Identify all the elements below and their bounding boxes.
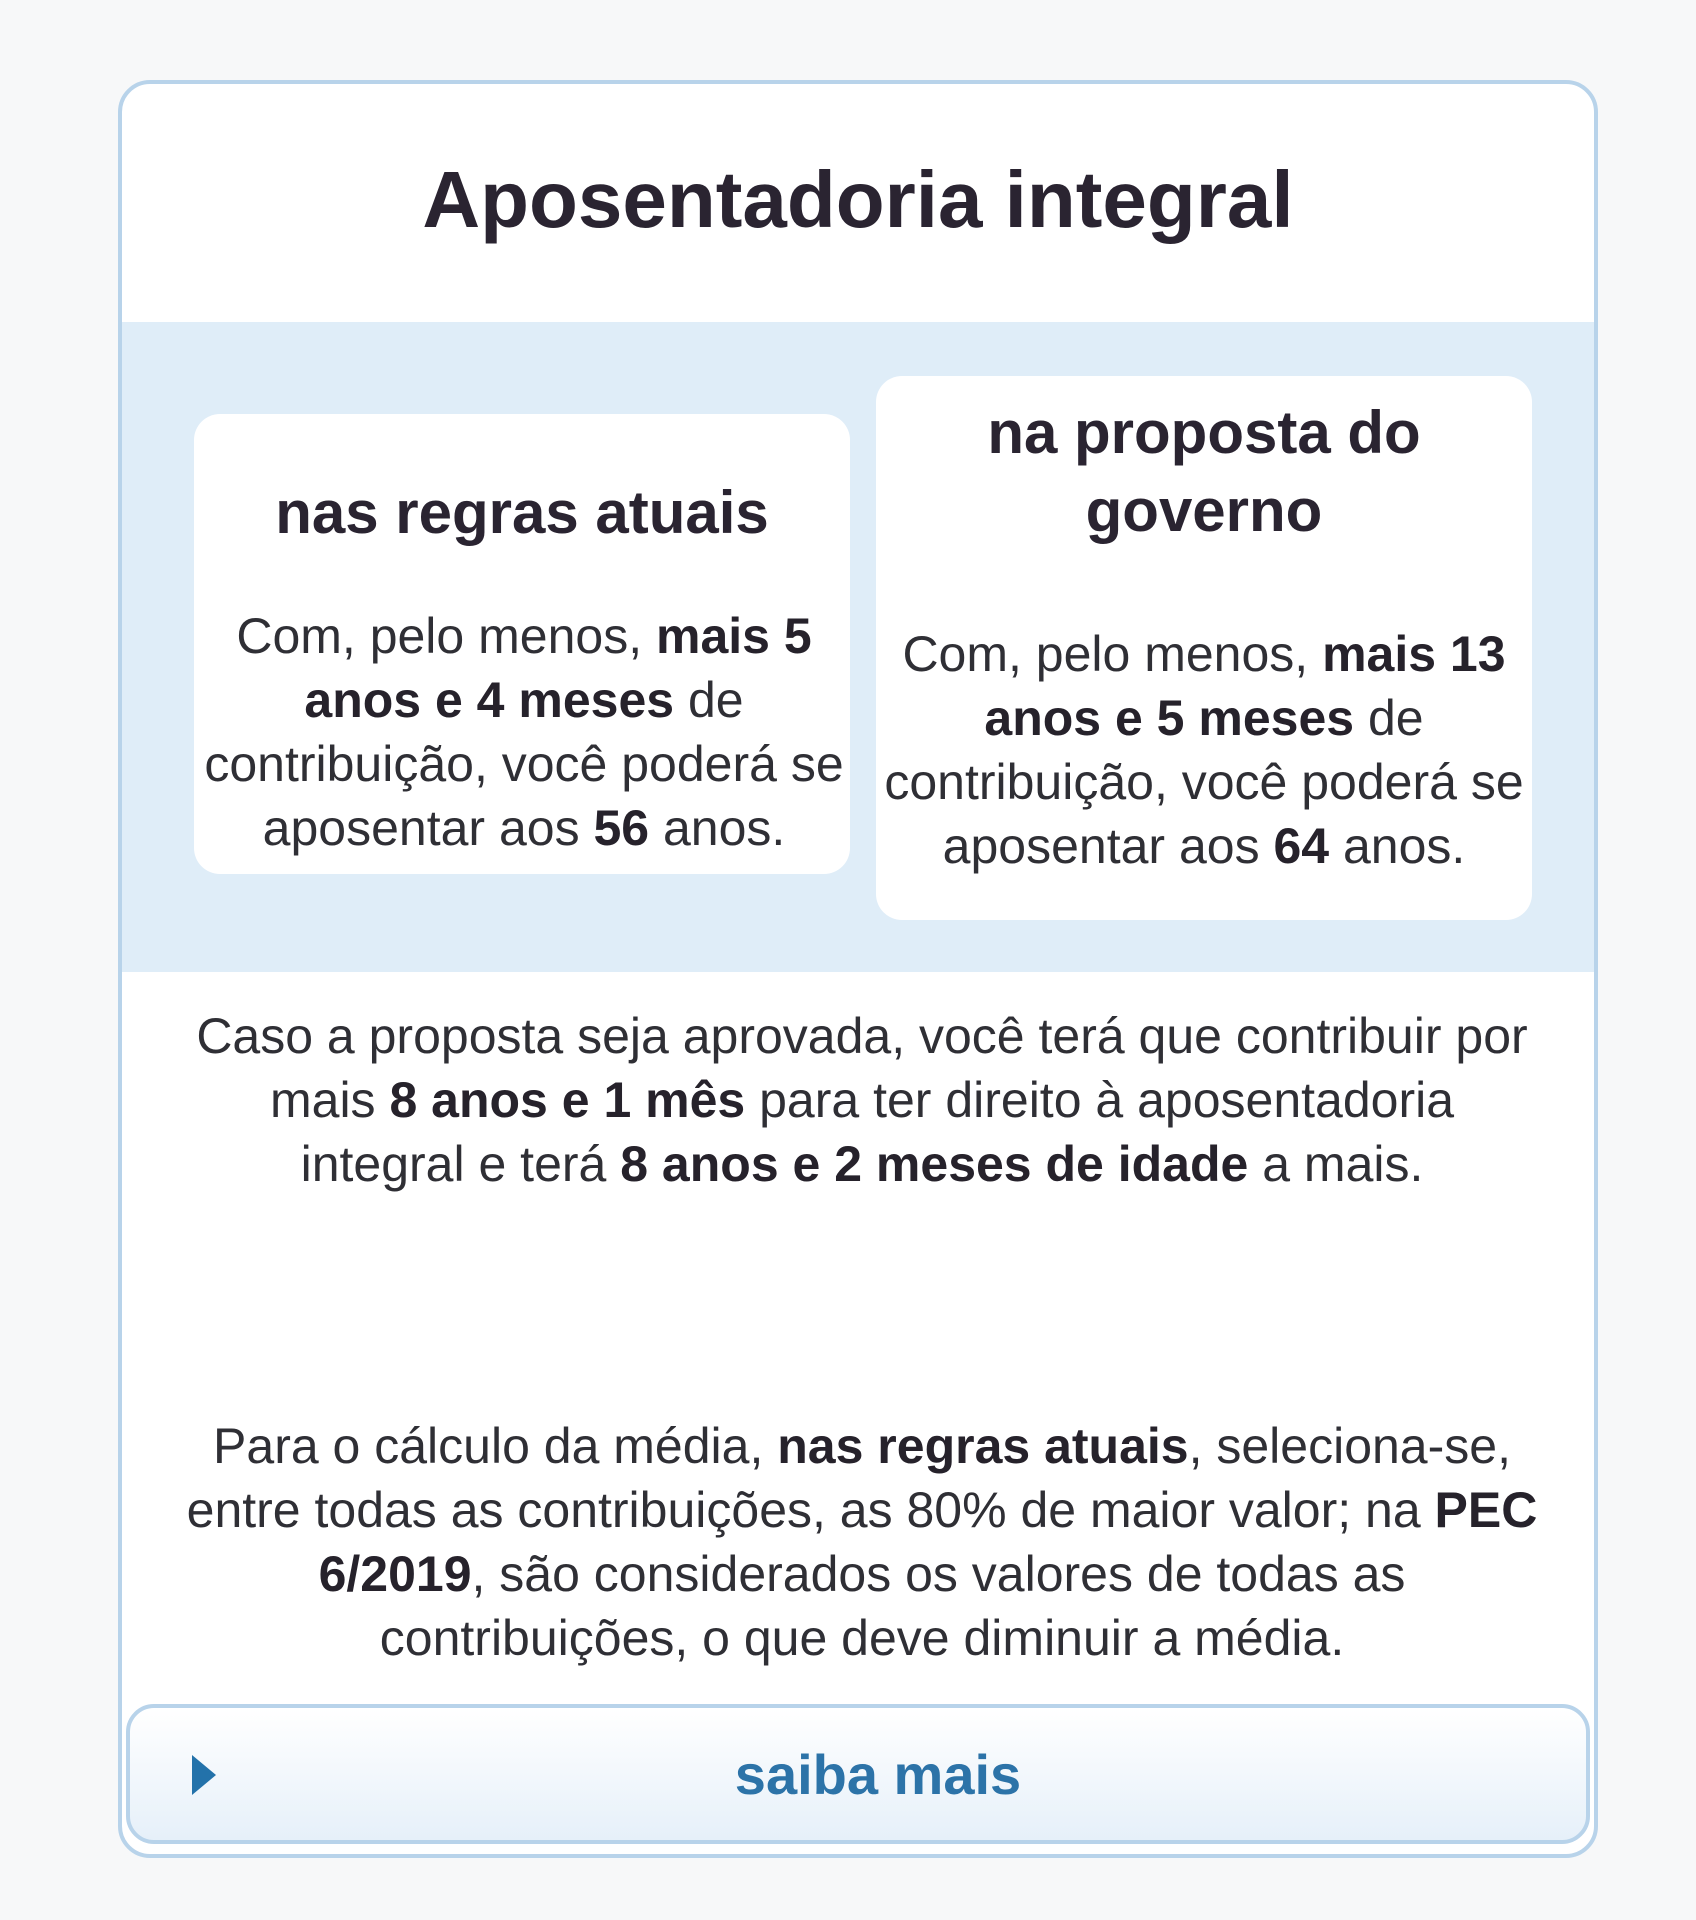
text-part: Com, pelo menos, <box>902 626 1323 682</box>
text-emphasis: 8 anos e 2 meses de idade <box>620 1136 1249 1192</box>
retirement-card <box>118 80 1598 1858</box>
current-rules-box <box>194 414 850 874</box>
card-title: Aposentadoria integral <box>422 155 1294 244</box>
text-part: , seleciona-se, entre todas as contribuições, as 80% de maior valor; na <box>186 1418 1511 1538</box>
text-emphasis: 64 <box>1273 818 1330 874</box>
government-proposal-text <box>870 622 1538 878</box>
text-part: para ter direito à aposentadoria integral e terá <box>300 1072 1455 1192</box>
text-part: , são considerados os valores de todas as contribuições, o que deve diminuir a média. <box>379 1546 1406 1666</box>
text-part: de contribuição, você poderá se aposentar aos <box>204 672 844 856</box>
text-part: Com, pelo menos, <box>236 608 656 664</box>
average-note-paragraph <box>182 1414 1542 1670</box>
text-emphasis: PEC 6/2019 <box>318 1482 1538 1602</box>
summary-paragraph <box>182 1004 1542 1196</box>
text-part: Para o cálculo da média, <box>213 1418 778 1474</box>
text-emphasis: 8 anos e 1 mês <box>389 1072 746 1128</box>
text-part: Caso a proposta seja aprovada, você terá que contribuir por mais <box>196 1008 1528 1128</box>
government-proposal-heading: na proposta do governo <box>987 399 1421 544</box>
text-emphasis: mais 5 anos e 4 meses <box>304 608 812 728</box>
current-rules-heading: nas regras atuais <box>275 479 769 546</box>
text-emphasis: nas regras atuais <box>777 1418 1189 1474</box>
text-emphasis: mais 13 anos e 5 meses <box>984 626 1506 746</box>
text-part: anos. <box>649 800 786 856</box>
saiba-mais-button[interactable] <box>126 1704 1590 1844</box>
saiba-mais-label: saiba mais <box>734 1743 1022 1806</box>
text-part: de contribuição, você poderá se aposentar aos <box>884 690 1524 874</box>
text-part: anos. <box>1329 818 1466 874</box>
government-proposal-box <box>876 376 1532 920</box>
text-emphasis: 56 <box>593 800 650 856</box>
comparison-band <box>122 322 1594 972</box>
current-rules-text <box>188 604 860 860</box>
text-part: a mais. <box>1248 1136 1424 1192</box>
